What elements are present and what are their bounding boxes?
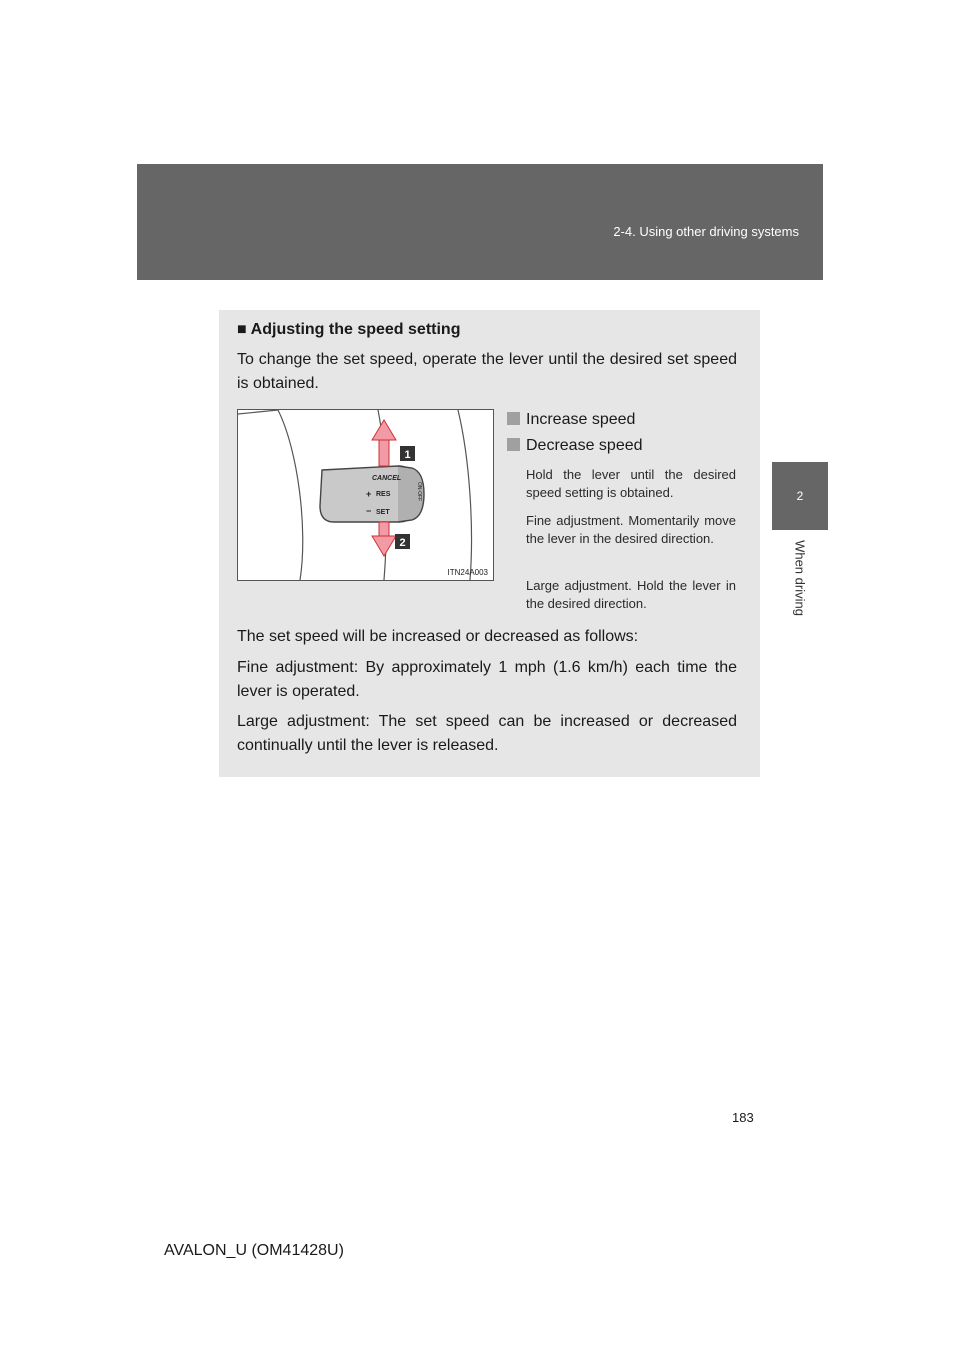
- chapter-number: 2: [796, 489, 804, 503]
- item-increase: [507, 410, 635, 430]
- decrease-arrow-head: [372, 536, 396, 556]
- fine-adjustment-paragraph: Fine adjustment: By approximately 1 mph (1.6 km/h) each time the lever is operated.: [237, 659, 737, 700]
- lever-minus-label: −: [366, 506, 372, 516]
- wheel-outline: [458, 410, 472, 580]
- lever-plus-label: +: [366, 489, 372, 499]
- item-label: Increase speed: [526, 411, 636, 428]
- item-label: Decrease speed: [526, 437, 643, 454]
- lever-diagram: [238, 410, 493, 580]
- lever-cancel-label: CANCEL: [372, 475, 402, 482]
- lever-res-label: RES: [376, 491, 391, 498]
- marker-1-label: 1: [404, 449, 411, 461]
- item-decrease: [507, 436, 643, 456]
- intro-paragraph: To change the set speed, operate the lever until the desired set speed is obtained.: [237, 351, 737, 392]
- summary-paragraph: The set speed will be increased or decreased as follows:: [237, 628, 639, 645]
- column-outline-left: [278, 410, 303, 580]
- increase-arrow-shaft: [379, 438, 389, 466]
- item-marker-icon: [507, 438, 520, 451]
- note-hold: Hold the lever until the desired speed setting is obtained.: [526, 467, 736, 500]
- section-title: 2-4. Using other driving systems: [613, 224, 799, 239]
- page-number: 183: [732, 1110, 754, 1125]
- lever-on-off-label: ON·OFF: [416, 482, 422, 502]
- large-adjustment-paragraph: Large adjustment: The set speed can be increased or decreased continually until the lever is released.: [237, 713, 737, 754]
- document-code: AVALON_U (OM41428U): [164, 1242, 344, 1259]
- note-large: Large adjustment. Hold the lever in the desired direction.: [526, 578, 736, 611]
- item-marker-icon: [507, 412, 520, 425]
- info-panel: [219, 310, 760, 777]
- lever-illustration: [237, 409, 494, 581]
- dash-outline: [238, 410, 278, 414]
- marker-2-label: 2: [399, 537, 406, 549]
- panel-heading: [237, 321, 460, 339]
- chapter-label: When driving: [792, 540, 808, 616]
- chapter-tab: [772, 462, 828, 530]
- increase-arrow-head: [372, 420, 396, 440]
- heading-bullet: ■: [237, 321, 247, 338]
- heading-text: Adjusting the speed setting: [250, 321, 461, 338]
- figure-code: ITN24A003: [447, 568, 488, 577]
- lever-set-label: SET: [376, 509, 390, 516]
- note-fine: Fine adjustment. Momentarily move the lever in the desired direction.: [526, 513, 736, 546]
- chapter-header-band: [137, 164, 823, 280]
